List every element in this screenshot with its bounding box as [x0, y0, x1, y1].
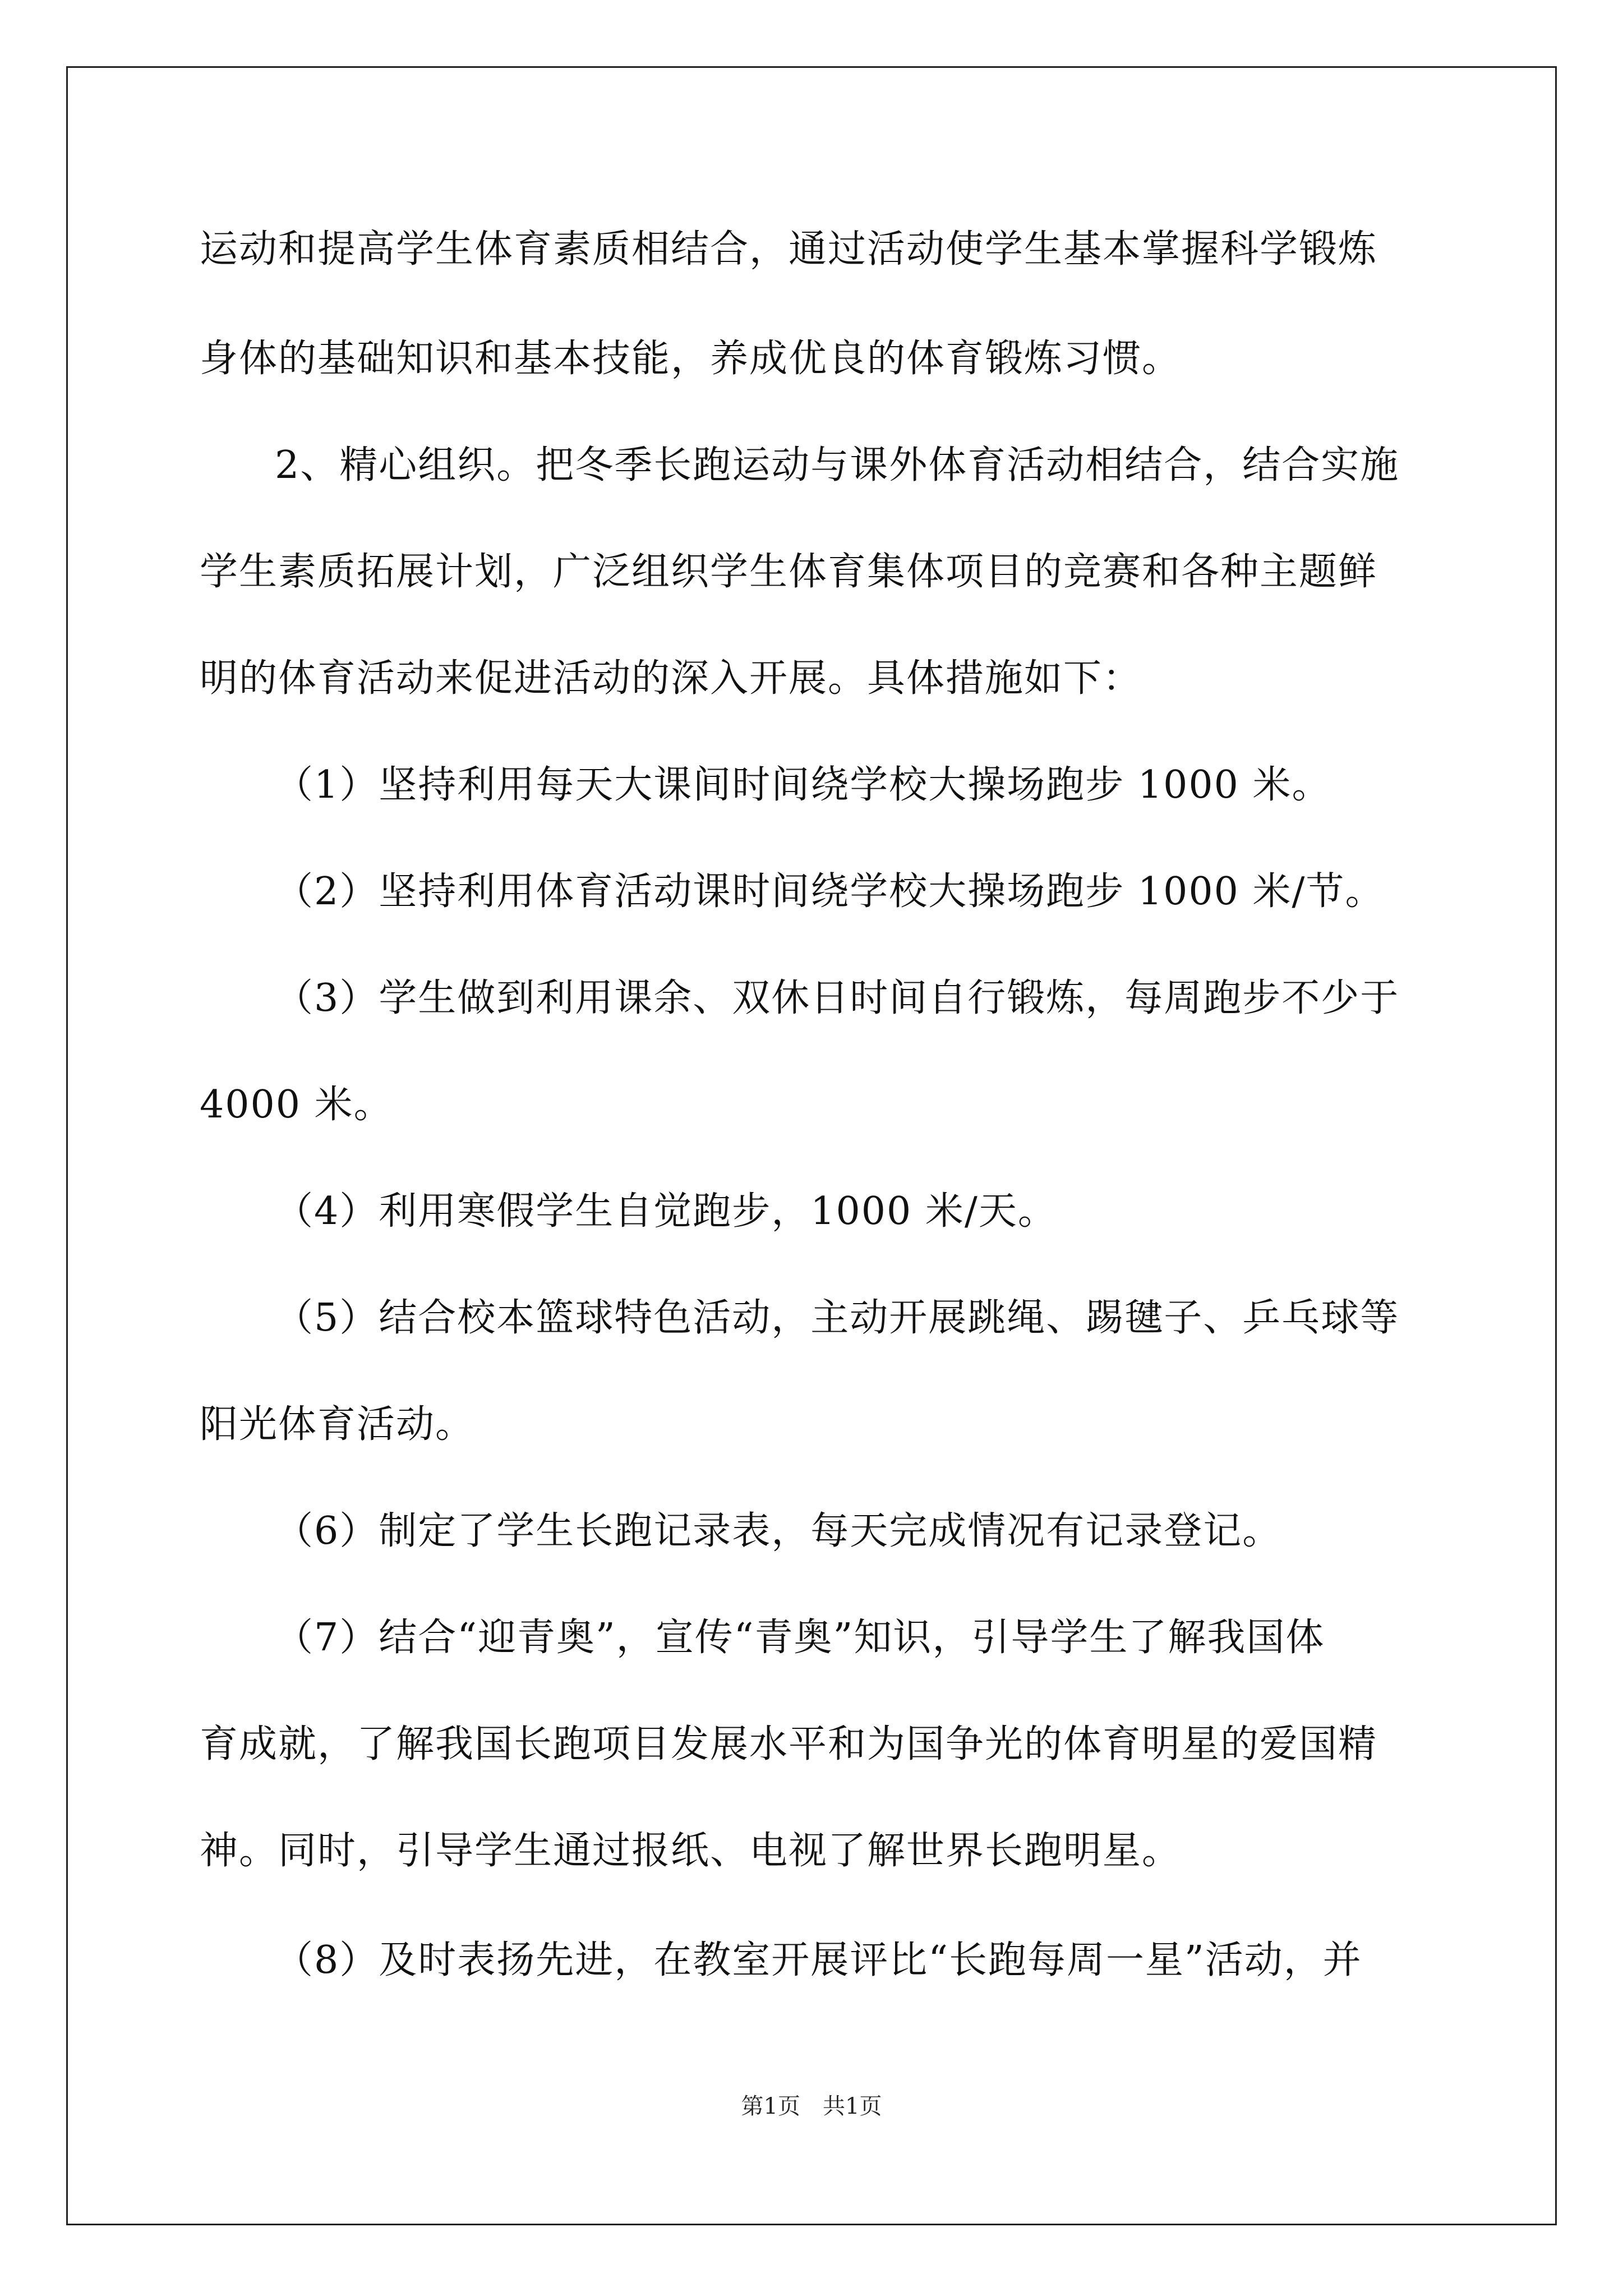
- body-text-line: （1）坚持利用每天大课间时间绕学校大操场跑步 1000 米。: [275, 763, 1331, 807]
- body-text-line: （5）结合校本篮球特色活动，主动开展跳绳、踢毽子、乒乓球等: [275, 1296, 1400, 1340]
- body-text-line: 运动和提高学生体育素质相结合，通过活动使学生基本掌握科学锻炼: [200, 227, 1378, 272]
- body-text-line: 4000 米。: [200, 1083, 393, 1127]
- body-text-line: （3）学生做到利用课余、双休日时间自行锻炼，每周跑步不少于: [275, 976, 1400, 1020]
- body-text-line: （8）及时表扬先进，在教室开展评比“长跑每周一星”活动，并: [275, 1938, 1362, 1982]
- body-text-line: 阳光体育活动。: [200, 1402, 475, 1447]
- body-text-line: （6）制定了学生长跑记录表，每天完成情况有记录登记。: [275, 1509, 1282, 1553]
- body-text-line: 明的体育活动来促进活动的深入开展。具体措施如下：: [200, 656, 1142, 701]
- body-text-line: 学生素质拓展计划，广泛组织学生体育集体项目的竞赛和各种主题鲜: [200, 550, 1378, 594]
- page-footer: 第1页 共1页: [741, 2093, 882, 2119]
- body-text-line: 身体的基础知识和基本技能，养成优良的体育锻炼习惯。: [200, 337, 1182, 381]
- body-text-line: （2）坚持利用体育活动课时间绕学校大操场跑步 1000 米/节。: [275, 869, 1385, 914]
- body-text-line: （7）结合“迎青奥”，宣传“青奥”知识，引导学生了解我国体: [275, 1616, 1325, 1660]
- body-text-line: （4）利用寒假学生自觉跑步，1000 米/天。: [275, 1189, 1057, 1234]
- body-text-line: 2、精心组织。把冬季长跑运动与课外体育活动相结合，结合实施: [275, 443, 1400, 487]
- page-border: [66, 66, 1557, 2225]
- body-text-line: 神。同时，引导学生通过报纸、电视了解世界长跑明星。: [200, 1829, 1182, 1873]
- body-text-line: 育成就，了解我国长跑项目发展水平和为国争光的体育明星的爱国精: [200, 1722, 1378, 1766]
